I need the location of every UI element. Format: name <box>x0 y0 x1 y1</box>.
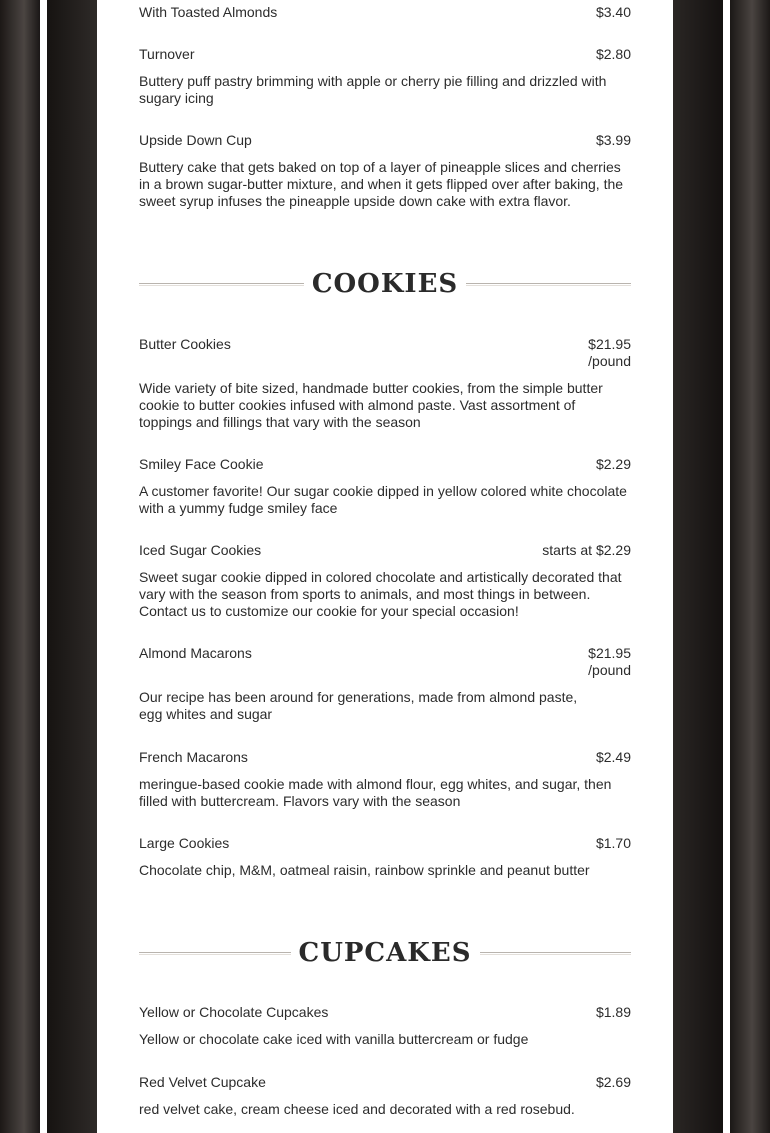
item-name: Large Cookies <box>139 835 230 851</box>
item-price: $1.70 <box>595 835 631 851</box>
heading-rule-right <box>480 952 632 955</box>
item-price: $2.29 <box>595 456 631 472</box>
section-heading-cookies <box>139 266 631 302</box>
item-description: Our recipe has been around for generations, made from almond paste, egg whites and sugar <box>139 689 578 722</box>
item-price: $3.99 <box>595 132 631 148</box>
menu-item <box>139 645 631 723</box>
background-right-edge <box>730 0 770 1133</box>
item-price: $21.95 /pound <box>588 336 631 369</box>
item-description: Yellow or chocolate cake iced with vanilla buttercream or fudge <box>139 1031 529 1047</box>
menu-panel <box>97 0 673 1133</box>
background-left-bar <box>40 0 47 1133</box>
menu-item <box>139 4 631 21</box>
item-name: Butter Cookies <box>139 336 231 352</box>
menu-item <box>139 336 631 431</box>
item-description: Buttery puff pastry brimming with apple or cherry pie filling and drizzled with sugary icing <box>139 73 607 106</box>
item-description: A customer favorite! Our sugar cookie dipped in yellow colored white chocolate with a yummy fudge smiley face <box>139 483 627 516</box>
item-name: Smiley Face Cookie <box>139 456 264 472</box>
background-right-dark <box>673 0 723 1133</box>
item-name: French Macarons <box>139 749 248 765</box>
item-name: Red Velvet Cupcake <box>139 1074 266 1090</box>
item-name: Turnover <box>139 46 195 62</box>
item-price: starts at $2.29 <box>542 542 631 558</box>
menu-item <box>139 835 631 879</box>
item-price: $3.40 <box>595 4 631 20</box>
item-name: Iced Sugar Cookies <box>139 542 262 558</box>
menu-item <box>139 456 631 517</box>
heading-rule-left <box>139 952 291 955</box>
menu-item <box>139 46 631 107</box>
background-left-dark <box>47 0 97 1133</box>
section-heading-cupcakes <box>139 935 631 971</box>
background-right-bar <box>723 0 730 1133</box>
menu-item <box>139 1004 631 1048</box>
section-title: COOKIES <box>311 269 459 299</box>
item-description: Buttery cake that gets baked on top of a layer of pineapple slices and cherries in a brown sugar-butter mixture, and when it gets flipped over after baking, the sweet syrup infuses the pineapple upside down cake with extra flavor. <box>139 159 624 209</box>
menu-item <box>139 132 631 210</box>
menu-item <box>139 749 631 810</box>
heading-rule-left <box>139 283 304 286</box>
item-name: With Toasted Almonds <box>139 4 278 20</box>
item-price: $1.89 <box>595 1004 631 1020</box>
menu-item <box>139 542 631 620</box>
item-name: Yellow or Chocolate Cupcakes <box>139 1004 329 1020</box>
menu-item <box>139 1074 631 1118</box>
item-name: Almond Macarons <box>139 645 252 661</box>
item-price: $2.49 <box>595 749 631 765</box>
background-left-edge <box>0 0 40 1133</box>
item-description: Sweet sugar cookie dipped in colored chocolate and artistically decorated that vary with the season from sports to animals, and most things in between. Contact us to customize our cookie for your special occasion! <box>139 569 622 619</box>
item-description: red velvet cake, cream cheese iced and decorated with a red rosebud. <box>139 1101 575 1117</box>
item-price: $2.80 <box>595 46 631 62</box>
item-name: Upside Down Cup <box>139 132 252 148</box>
heading-rule-right <box>466 283 631 286</box>
item-price: $2.69 <box>595 1074 631 1090</box>
item-description: Wide variety of bite sized, handmade butter cookies, from the simple butter cookie to butter cookies infused with almond paste. Vast assortment of toppings and fillings that vary with the season <box>139 380 603 430</box>
item-description: meringue-based cookie made with almond flour, egg whites, and sugar, then filled with buttercream. Flavors vary with the season <box>139 776 612 809</box>
section-title: CUPCAKES <box>298 938 472 968</box>
item-price: $21.95 /pound <box>588 645 631 678</box>
item-description: Chocolate chip, M&M, oatmeal raisin, rainbow sprinkle and peanut butter <box>139 862 590 878</box>
